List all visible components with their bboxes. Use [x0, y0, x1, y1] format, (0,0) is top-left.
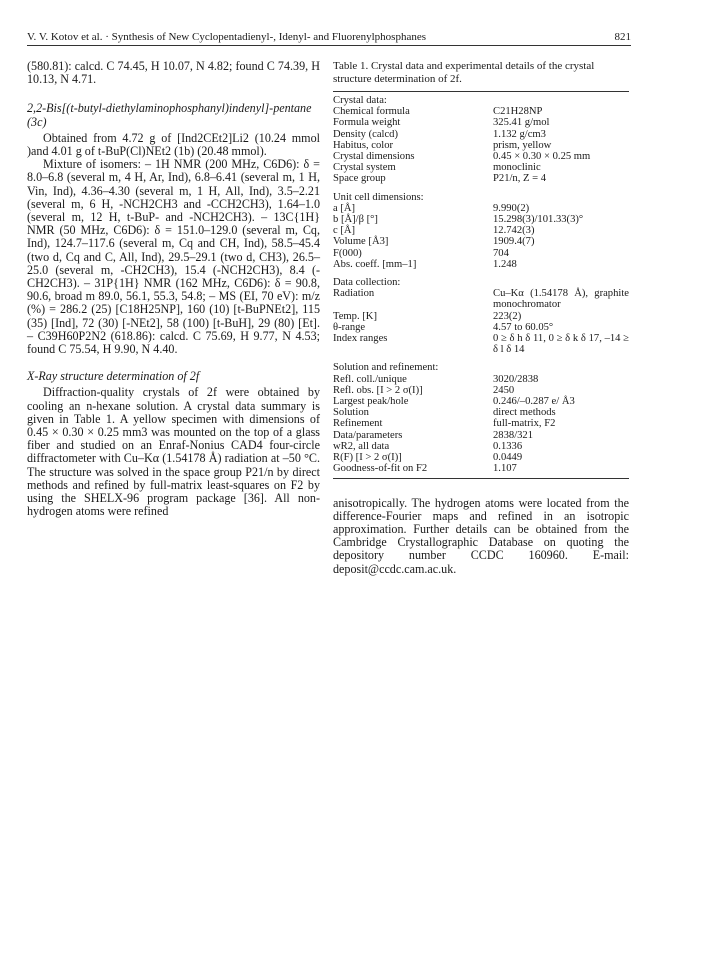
table-caption: Table 1. Crystal data and experimental details of the crystal structure determination of 2f.: [333, 60, 595, 85]
table-cell-value: prism, yellow: [493, 139, 552, 151]
table-cell-label: Formula weight: [333, 117, 401, 129]
table-cell-label: Refl. coll./unique: [333, 373, 407, 385]
table-cell-value: 3020/2838: [493, 373, 539, 385]
table-cell-value: 2838/321: [493, 429, 534, 441]
table-group-title: Unit cell dimensions:: [333, 191, 424, 203]
table-row: [333, 441, 629, 452]
table-cell-value: 0 ≥ δ h δ 11, 0 ≥ δ k δ 17, –14 ≥ δ l δ 14: [493, 333, 629, 356]
table-cell-value: 0.246/–0.287 e/ Å3: [493, 396, 575, 408]
table-cell-value: 223(2): [493, 310, 522, 322]
table-row: [333, 225, 629, 236]
running-head-title: V. V. Kotov et al. · Synthesis of New Cyclopentadienyl-, Idenyl- and Fluorenylphosphanes: [27, 31, 427, 43]
table-cell-label: Crystal dimensions: [333, 151, 415, 163]
table-cell-value: Cu–Kα (1.54178 Å), graphite monochromator: [493, 288, 629, 311]
table-cell-label: Chemical formula: [333, 106, 410, 118]
table-row: [333, 203, 629, 214]
table-cell-value: 12.742(3): [493, 225, 535, 237]
table-row: [333, 288, 629, 310]
right-column: [333, 60, 629, 576]
table-row: [333, 311, 629, 322]
table-cell-value: full-matrix, F2: [493, 418, 556, 430]
table-row: [333, 117, 629, 128]
table-row: [333, 236, 629, 247]
table-group-heading: [333, 355, 629, 373]
table-row: [333, 214, 629, 225]
table-cell-label: Volume [Å3]: [333, 236, 389, 248]
table-cell-label: Crystal system: [333, 162, 396, 174]
table-cell-label: wR2, all data: [333, 440, 390, 452]
table-row: [333, 106, 629, 117]
table-cell-value: 1.132 g/cm3: [493, 128, 546, 140]
table-group-title: Crystal data:: [333, 95, 387, 106]
table-row: [333, 322, 629, 333]
table-row: [333, 151, 629, 162]
table-row: [333, 248, 629, 259]
table-row: [333, 173, 629, 184]
left-column: [27, 60, 320, 519]
table-cell-value: 2450: [493, 384, 515, 396]
table-cell-value: direct methods: [493, 407, 556, 419]
nmr-paragraph: Mixture of isomers: – 1H NMR (200 MHz, C6D6): δ = 8.0–6.8 (several m, 4 H, Ar, Ind), 6.8–6.41 (several m, 1 H, Vin, Ind), 4.36–4.30 (several m, 1 H, All, Ind), 3.5–2.21 (several m, 6 H, -NCH2CH3 and -CCH2CH3), 1.64–1.0 (several m, 12 H, t-BuP- and -NCH2CH3). – 13C{1H} NMR (50 MHz, C6D6): δ = 151.0–129.0 (several m, Cq, Ind), 124.7–117.6 (several m, Cq and CH, Ind), 58.5–45.4 (two d, Cq and C, All, Ind), 29.5–29.1 (two d, CH3), 26.5–25.0 (several m, -CH2CH3), 15.4 (-NCH2CH3), 8.4 (-CH2CH3). – 31P{1H} NMR (162 MHz, C6D6): δ = 90.8, 90.6, broad m 89.0, 56.1, 55.3, 54.8; – MS (EI, 70 eV): m/z (%) = 286.2 (25) [C18H25NP], 160 (10) [t-BuPNEt2], 115 (35) [Ind], 72 (30) [-NEt2], 58 (100) [t-BuH], 29 (80) [Et]. – C39H60P2N2 (618.86): calcd. C 75.69, H 9.77, N 4.53; found C 75.54, H 9.90, N 4.40.: [27, 157, 320, 357]
table-group-heading: [333, 185, 629, 203]
table-row: [333, 396, 629, 407]
table-cell-label: Solution: [333, 407, 369, 419]
table-cell-value: 0.45 × 0.30 × 0.25 mm: [493, 151, 591, 163]
table-group-heading: [333, 270, 629, 288]
xray-heading: X-Ray structure determination of 2f: [27, 369, 200, 384]
table-group-title: Data collection:: [333, 277, 401, 289]
table-row: [333, 374, 629, 385]
table-cell-label: Refl. obs. [I > 2 σ(I)]: [333, 384, 423, 396]
obtained-paragraph: Obtained from 4.72 g of [Ind2CEt2]Li2 (10.24 mmol )and 4.01 g of t-BuP(Cl)NEt2 (1b) (20.48 mmol).: [27, 130, 320, 159]
table-cell-value: 15.298(3)/101.33(3)°: [493, 214, 584, 226]
table-cell-label: Data/parameters: [333, 429, 403, 441]
table-cell-label: Refinement: [333, 418, 383, 430]
table-row: [333, 259, 629, 270]
table-cell-value: P21/n, Z = 4: [493, 173, 547, 185]
table-cell-label: c [Å]: [333, 225, 356, 237]
table-group-heading: [333, 92, 629, 106]
running-head: [27, 30, 631, 46]
table-cell-label: F(000): [333, 247, 362, 259]
table-cell-label: Index ranges: [333, 333, 388, 345]
page-number: 821: [614, 31, 631, 43]
table-row: [333, 385, 629, 396]
table-cell-value: 1909.4(7): [493, 236, 535, 248]
table-cell-label: Abs. coeff. [mm–1]: [333, 258, 417, 270]
analysis-paragraph: (580.81): calcd. C 74.45, H 10.07, N 4.82; found C 74.39, H 10.13, N 4.71.: [27, 59, 320, 87]
table-row: [333, 430, 629, 441]
table-row: [333, 418, 629, 429]
table-cell-label: θ-range: [333, 321, 366, 333]
table-cell-label: Density (calcd): [333, 128, 399, 140]
table-cell-value: 1.248: [493, 258, 517, 270]
table-row: [333, 452, 629, 463]
table-row: [333, 129, 629, 140]
table-cell-value: 9.990(2): [493, 202, 530, 214]
table-bottom-rule: [333, 478, 629, 479]
table-row: [333, 333, 629, 355]
table-cell-value: monoclinic: [493, 162, 541, 174]
table-row: [333, 407, 629, 418]
table-group-title: Solution and refinement:: [333, 362, 439, 374]
table-cell-label: b [Å]/β [°]: [333, 214, 378, 226]
table-cell-label: Goodness-of-fit on F2: [333, 463, 428, 475]
table-cell-label: Habitus, color: [333, 139, 394, 151]
table-cell-label: Radiation: [333, 288, 375, 300]
compound-heading: 2,2-Bis[(t-butyl-diethylaminophosphanyl)indenyl]-pentane (3c): [27, 101, 312, 129]
table-cell-value: 325.41 g/mol: [493, 117, 550, 129]
table-cell-value: 4.57 to 60.05°: [493, 321, 554, 333]
table-row: [333, 140, 629, 151]
table-cell-label: Space group: [333, 173, 386, 185]
table-cell-label: Temp. [K]: [333, 310, 377, 322]
table-cell-value: 704: [493, 247, 509, 259]
table-row: [333, 162, 629, 173]
header-rule: [27, 45, 631, 46]
xray-paragraph: Diffraction-quality crystals of 2f were obtained by cooling an n-hexane solution. A crystal data summary is given in Table 1. A yellow specimen with dimensions of 0.45 × 0.30 × 0.25 mm3 was mounted on the top of a glass fiber and studied on an Enraf-Nonius CAD4 four-circle diffractometer with Cu–Kα (1.54178 Å) radiation at –50 °C. The structure was solved in the space group P21/n by direct methods and refined by full-matrix least-squares on F2 by using the SHELX-96 program package [36]. All non-hydrogen atoms were refined: [27, 385, 320, 519]
table-cell-label: a [Å]: [333, 202, 356, 214]
table-cell-label: R(F) [I > 2 σ(I)]: [333, 452, 402, 464]
table-cell-value: 0.0449: [493, 452, 523, 464]
crystal-data-table: [333, 92, 629, 475]
table-cell-label: Largest peak/hole: [333, 396, 409, 408]
refinement-paragraph: anisotropically. The hydrogen atoms were located from the difference-Fourier maps and refined in an isotropic approximation. Further details can be obtained from the Cambridge Crystallographic Database on quoting the depository number CCDC 160960. E-mail: deposit@ccdc.cam.ac.uk.: [333, 495, 629, 576]
table-cell-value: 1.107: [493, 463, 517, 475]
table-row: [333, 463, 629, 474]
table-cell-value: C21H28NP: [493, 106, 543, 118]
table-cell-value: 0.1336: [493, 440, 523, 452]
